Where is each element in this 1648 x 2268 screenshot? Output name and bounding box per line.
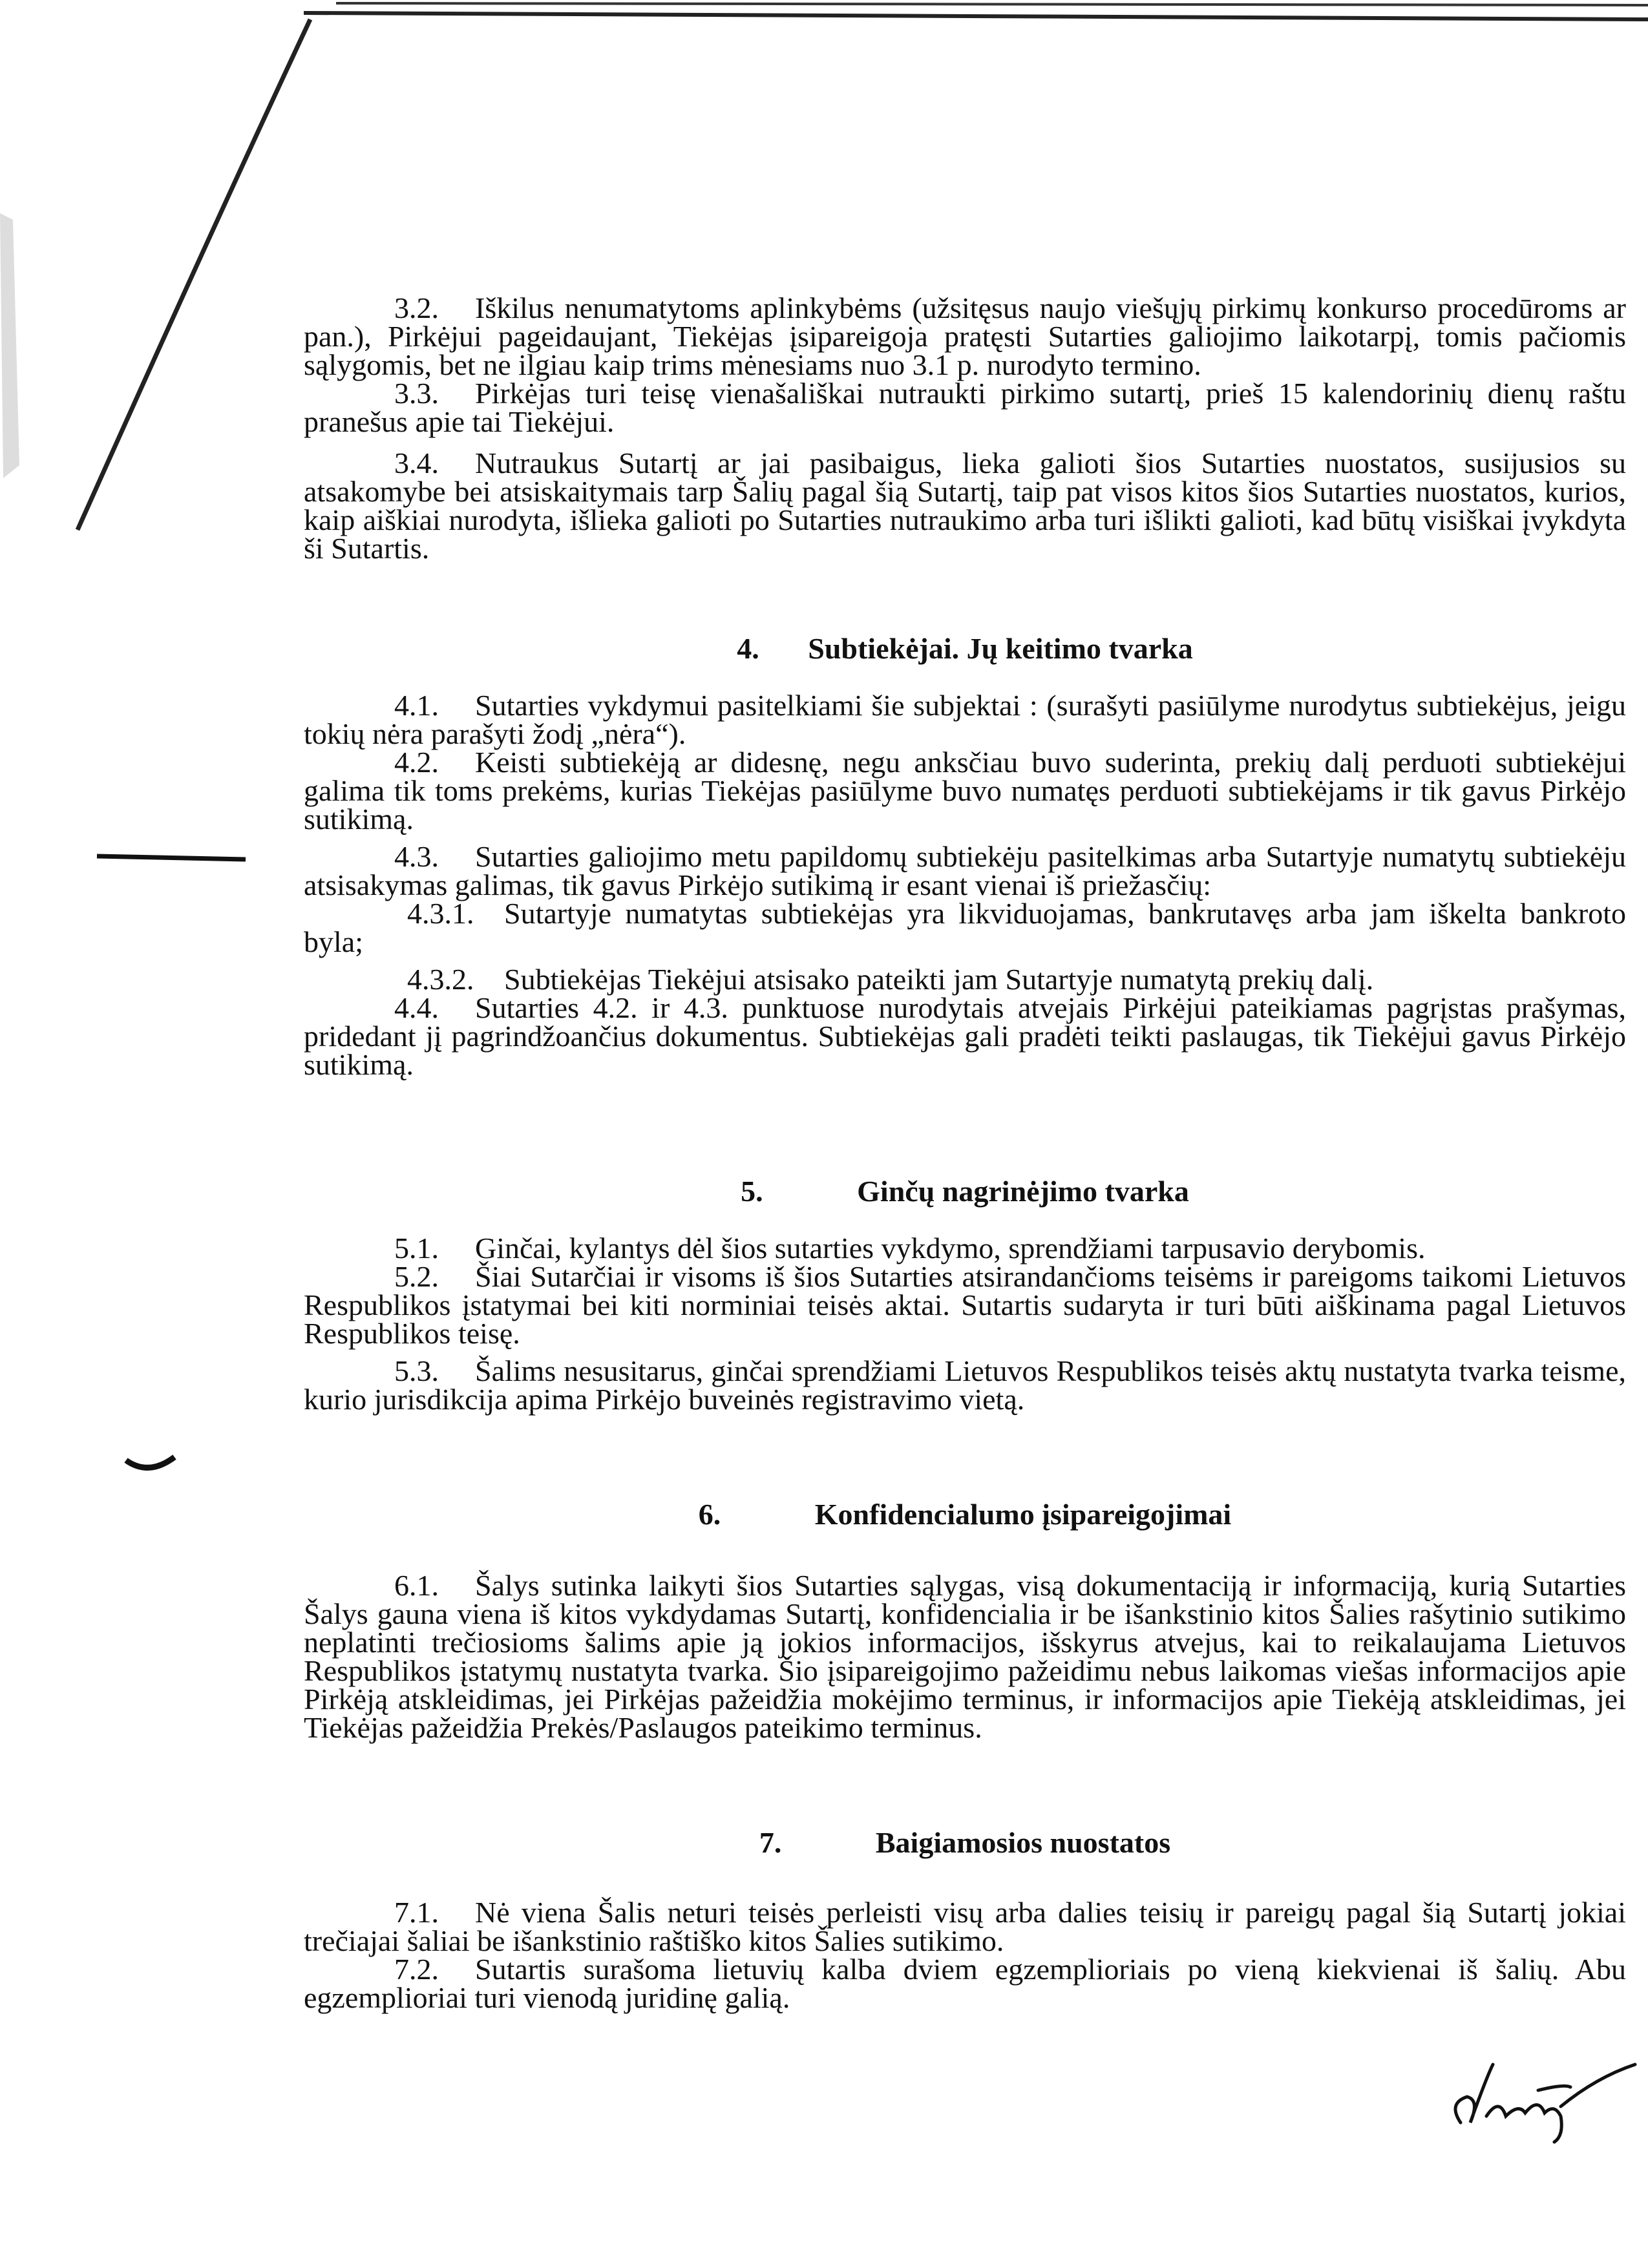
clause-number: 4.4. bbox=[394, 991, 439, 1024]
heading-number: 7. bbox=[759, 1826, 782, 1859]
heading-number: 5. bbox=[741, 1175, 763, 1208]
clause-text: Šalys sutinka laikyti šios Sutarties sąlygas, visą dokumentaciją ir informaciją, kurią Sutarties Šalys gauna viena iš kitos vykdydamas Sutartį, konfidencialia ir be išankstinio kitos Šalies rašytinio sutikimo neplatinti trečiosioms šalims apie ją jokios informacijos, išskyrus atvejus, kai to reikalaujama Lietuvos Respublikos įstatymų nustatyta tvarka. Šio įsipareigojimo pažeidimu nebus laikomas viešas informacijos apie Pirkėją atskleidimas, jei Pirkėjas pažeidžia mokėjimo terminus, ir informacijos apie Tiekėją atskleidimas, jei Tiekėjas pažeidžia Prekės/Paslaugos pateikimo terminus. bbox=[304, 1569, 1626, 1744]
section-3-continued bbox=[304, 291, 1626, 565]
clause-text: Sutartis surašoma lietuvių kalba dviem egzemplioriais po vieną kiekvienai iš šalių. Abu egzemplioriai turi vienodą juridinę galią. bbox=[304, 1953, 1626, 2014]
heading-text: Konfidencialumo įsipareigojimai bbox=[814, 1498, 1232, 1531]
clause-text: Nė viena Šalis neturi teisės perleisti visų arba dalies teisių ir pareigų pagal šią Sutartį jokiai trečiajai šaliai be išankstinio raštiško kitos Šalies sutikimo. bbox=[304, 1896, 1626, 1957]
clause-4-3-2 bbox=[304, 965, 1626, 994]
clause-text: Sutartyje numatytas subtiekėjas yra likviduojamas, bankrutavęs arba jam iškelta bankroto byla; bbox=[304, 897, 1626, 958]
clause-text: Šiai Sutarčiai ir visoms iš šios Sutarties atsirandančioms teisėms ir pareigoms taikomi Lietuvos Respublikos įstatymai bei kiti norminiai teisės aktai. Sutartis sudaryta ir turi būti aiškinama pagal Lietuvos Respublikos teisę. bbox=[304, 1260, 1626, 1350]
clause-text: Keisti subtiekėją ar didesnę, negu anksčiau buvo suderinta, prekių dalį perduoti subtiekėjui galima tik toms prekėms, kurias Tiekėjas pasiūlyme buvo numatęs perduoti subtiekėjams ir tik gavus Pirkėjo sutikimą. bbox=[304, 746, 1626, 835]
clause-number: 4.1. bbox=[394, 689, 439, 722]
heading-number: 6. bbox=[698, 1498, 721, 1531]
clause-5-1 bbox=[304, 1234, 1626, 1263]
section-6 bbox=[304, 1500, 1626, 1742]
clause-number: 4.3.1. bbox=[407, 897, 474, 930]
heading-number: 4. bbox=[737, 632, 759, 665]
clause-7-1 bbox=[304, 1898, 1626, 1955]
clause-text: Sutarties 4.2. ir 4.3. punktuose nurodytais atvejais Pirkėjui pateikiamas pagrįstas prašymas, pridedant jį pagrindžoančius dokumentus. Subtiekėjas gali pradėti teikti paslaugas, tik Tiekėjui gavus Pirkėjo sutikimą. bbox=[304, 991, 1626, 1081]
clause-number: 6.1. bbox=[394, 1569, 439, 1602]
clause-number: 3.2. bbox=[394, 291, 439, 324]
clause-number: 7.2. bbox=[394, 1953, 439, 1986]
clause-number: 4.2. bbox=[394, 746, 439, 779]
clause-text: Šalims nesusitarus, ginčai sprendžiami Lietuvos Respublikos teisės aktų nustatyta tvarka teisme, kurio jurisdikcija apima Pirkėjo buveinės registravimo vietą. bbox=[304, 1354, 1626, 1416]
clause-text: Nutraukus Sutartį ar jai pasibaigus, lieka galioti šios Sutarties nuostatos, susijusios su atsakomybe bei atsiskaitymais tarp Šalių pagal šią Sutartį, taip pat visos kitos šios Sutarties nuostatos, kurios, kaip aiškiai nurodyta, išlieka galioti po Sutarties nutraukimo arba turi išlikti galioti, kad būtų visiškai įvykdyta ši Sutartis. bbox=[304, 446, 1626, 565]
clause-3-3 bbox=[304, 379, 1626, 436]
clause-4-1 bbox=[304, 691, 1626, 748]
clause-4-2 bbox=[304, 748, 1626, 834]
heading-text: Subtiekėjai. Jų keitimo tvarka bbox=[808, 632, 1193, 665]
section-5 bbox=[304, 1177, 1626, 1414]
clause-4-3 bbox=[304, 840, 1626, 901]
clause-number: 4.3.2. bbox=[407, 963, 474, 996]
clause-5-3 bbox=[304, 1354, 1626, 1416]
clause-number: 4.3. bbox=[394, 840, 439, 873]
clause-6-1 bbox=[304, 1571, 1626, 1742]
section-heading bbox=[304, 1177, 1626, 1206]
section-heading bbox=[304, 632, 1626, 665]
clause-text: Subtiekėjas Tiekėjui atsisako pateikti jam Sutartyje numatytą prekių dalį. bbox=[504, 963, 1374, 996]
clause-4-4 bbox=[304, 991, 1626, 1081]
clause-text: Ginčai, kylantys dėl šios sutarties vykdymo, sprendžiami tarpusavio derybomis. bbox=[475, 1232, 1426, 1265]
clause-text: Sutarties vykdymui pasitelkiami šie subjektai : (surašyti pasiūlyme nurodytus subtiekėjus, jeigu tokių nėra parašyti žodį „nėra“). bbox=[304, 689, 1626, 750]
clause-number: 7.1. bbox=[394, 1896, 439, 1929]
clause-7-2 bbox=[304, 1955, 1626, 2012]
clause-text: Sutarties galiojimo metu papildomų subtiekėju pasitelkimas arba Sutartyje numatytų subtiekėju atsisakymas galimas, tik gavus Pirkėjo sutikimą ir esant vienai iš priežasčių: bbox=[304, 840, 1626, 901]
clause-number: 5.1. bbox=[394, 1232, 439, 1265]
section-7 bbox=[304, 1826, 1626, 2014]
section-heading bbox=[304, 1500, 1626, 1529]
clause-4-3-1 bbox=[304, 899, 1626, 956]
clause-3-2 bbox=[304, 291, 1626, 381]
clause-number: 3.4. bbox=[394, 446, 439, 479]
clause-number: 3.3. bbox=[394, 377, 439, 410]
heading-text: Ginčų nagrinėjimo tvarka bbox=[857, 1175, 1189, 1208]
clause-number: 5.2. bbox=[394, 1260, 439, 1293]
clause-5-2 bbox=[304, 1260, 1626, 1350]
heading-text: Baigiamosios nuostatos bbox=[875, 1826, 1171, 1859]
clause-number: 5.3. bbox=[394, 1354, 439, 1387]
handwritten-signature bbox=[1441, 2052, 1648, 2148]
section-heading bbox=[304, 1826, 1626, 1859]
clause-3-4 bbox=[304, 446, 1626, 565]
clause-text: Iškilus nenumatytoms aplinkybėms (užsitęsus naujo viešųjų pirkimų konkurso procedūroms ar pan.), Pirkėjui pageidaujant, Tiekėjas įsipareigoja pratęsti Sutarties galiojimo laikotarpį, tomis pačiomis sąlygomis, bet ne ilgiau kaip trims mėnesiams nuo 3.1 p. nurodyto termino. bbox=[304, 291, 1626, 381]
section-4 bbox=[304, 632, 1626, 1081]
clause-text: Pirkėjas turi teisę vienašališkai nutraukti pirkimo sutartį, prieš 15 kalendorinių dienų raštu pranešus apie tai Tiekėjui. bbox=[304, 377, 1626, 438]
